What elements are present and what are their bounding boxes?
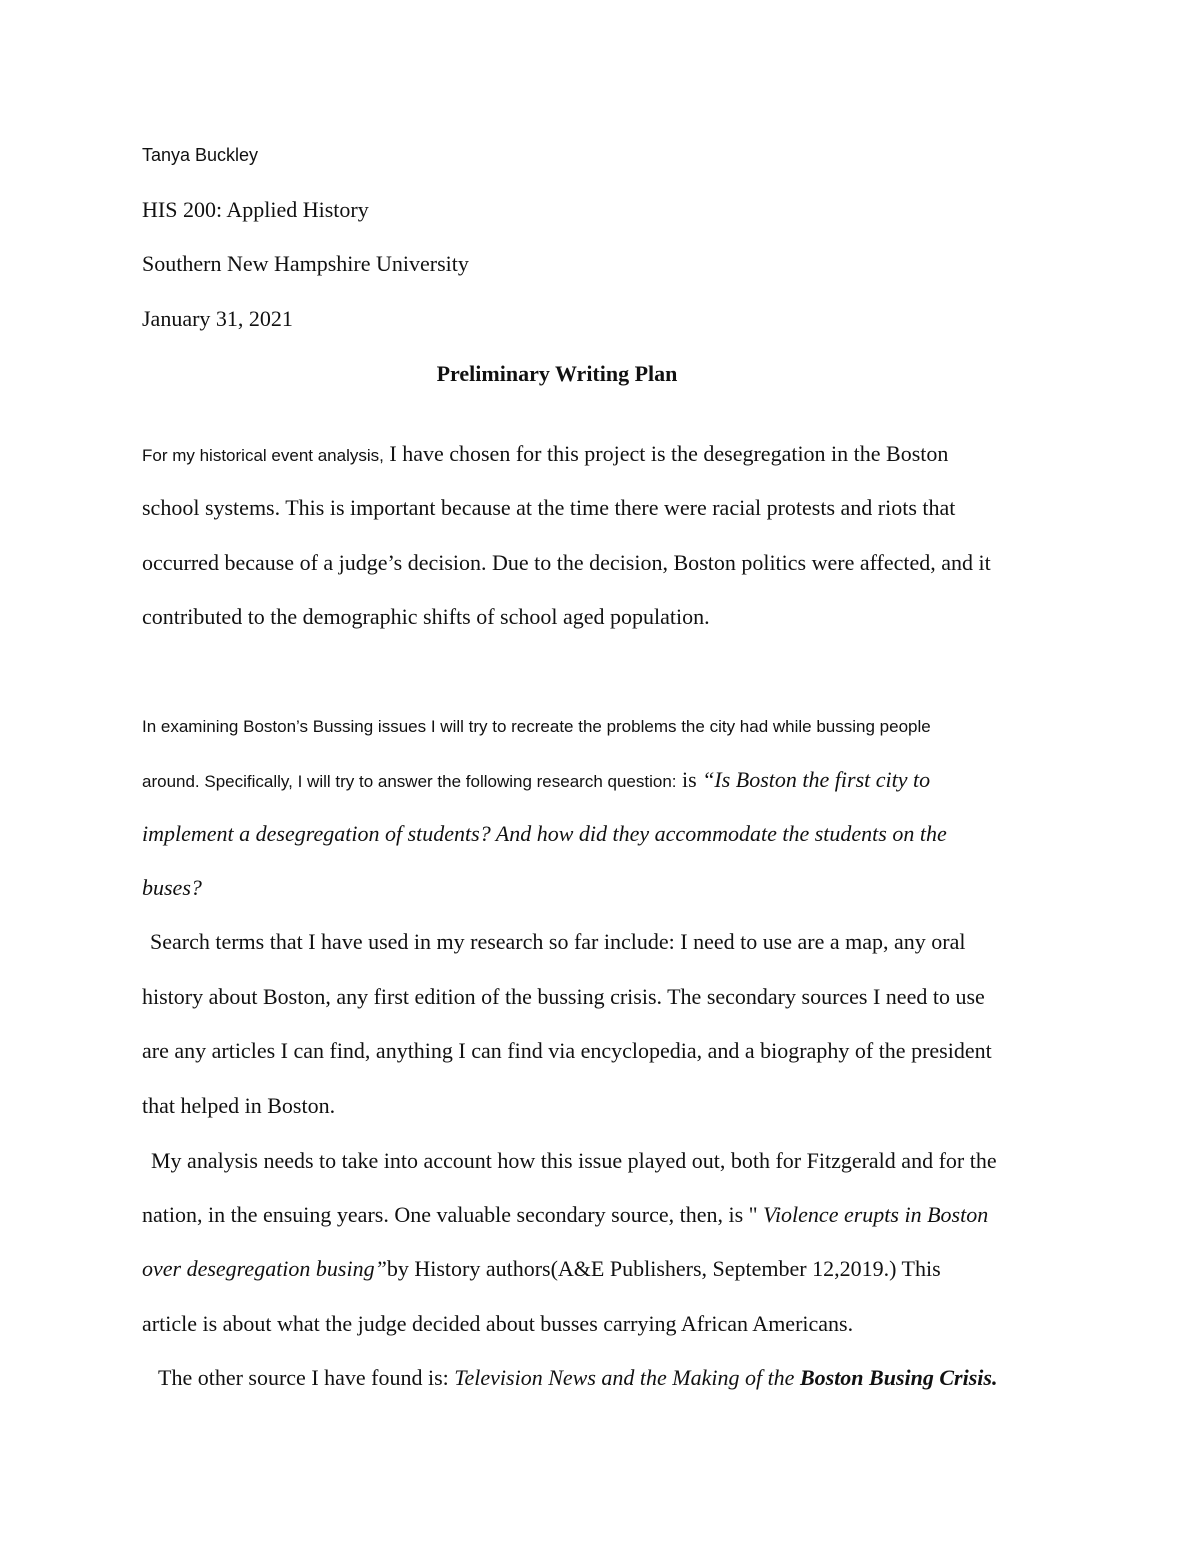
para1-line2: school systems. This is important because at the time there were racial protests and riots that — [142, 495, 956, 520]
para2-line1: In examining Boston’s Bussing issues I will try to recreate the problems the city had while bussing people — [142, 717, 931, 736]
para5-line1 — [158, 1363, 997, 1393]
para2-line2-question: “Is Boston the first city to — [702, 767, 931, 792]
para4-line2-title: Violence erupts in Boston — [763, 1202, 989, 1227]
para5-line1-text: The other source I have found is: — [158, 1365, 455, 1390]
author-name: Tanya Buckley — [142, 145, 259, 165]
para4-line3-title: over desegregation busing” — [142, 1256, 387, 1281]
para5-line1-title: Television News and the Making of the — [454, 1365, 800, 1390]
para1-line4: contributed to the demographic shifts of school aged population. — [142, 604, 710, 629]
document-title: Preliminary Writing Plan — [436, 361, 678, 386]
para5-line1-title-bold: Boston Busing Crisis. — [799, 1365, 998, 1390]
para4-line2-text: nation, in the ensuing years. One valuable secondary source, then, is " — [142, 1202, 764, 1227]
para2-line2-mid: is — [676, 767, 703, 792]
document-date: January 31, 2021 — [142, 306, 293, 331]
para1-line1-rest: I have chosen for this project is the desegregation in the Boston — [383, 441, 949, 466]
para2-line2 — [142, 765, 930, 797]
para3-line1: Search terms that I have used in my research so far include: I need to use are a map, any oral — [150, 929, 966, 954]
para3-line3: are any articles I can find, anything I can find via encyclopedia, and a biography of the president — [142, 1038, 992, 1063]
para3-line4: that helped in Boston. — [142, 1093, 336, 1118]
para1-line1 — [142, 439, 948, 471]
para4-line3-text: by History authors(A&E Publishers, September 12,2019.) This — [386, 1256, 941, 1281]
para2-line4: buses? — [142, 875, 202, 900]
school-name: Southern New Hampshire University — [142, 251, 469, 276]
para4-line3 — [142, 1254, 941, 1284]
para2-line2-lead: around. Specifically, I will try to answer the following research question: — [142, 772, 677, 791]
para3-line2: history about Boston, any first edition of the bussing crisis. The secondary sources I need to use — [142, 984, 985, 1009]
course-name: HIS 200: Applied History — [142, 197, 369, 222]
para4-line1: My analysis needs to take into account how this issue played out, both for Fitzgerald and for the — [151, 1148, 997, 1173]
para1-line1-lead: For my historical event analysis, — [142, 446, 384, 465]
para1-line3: occurred because of a judge’s decision. Due to the decision, Boston politics were affected, and it — [142, 550, 991, 575]
para2-line3: implement a desegregation of students? And how did they accommodate the students on the — [142, 821, 947, 846]
para4-line2 — [142, 1200, 988, 1230]
para4-line4: article is about what the judge decided about busses carrying African Americans. — [142, 1311, 854, 1336]
